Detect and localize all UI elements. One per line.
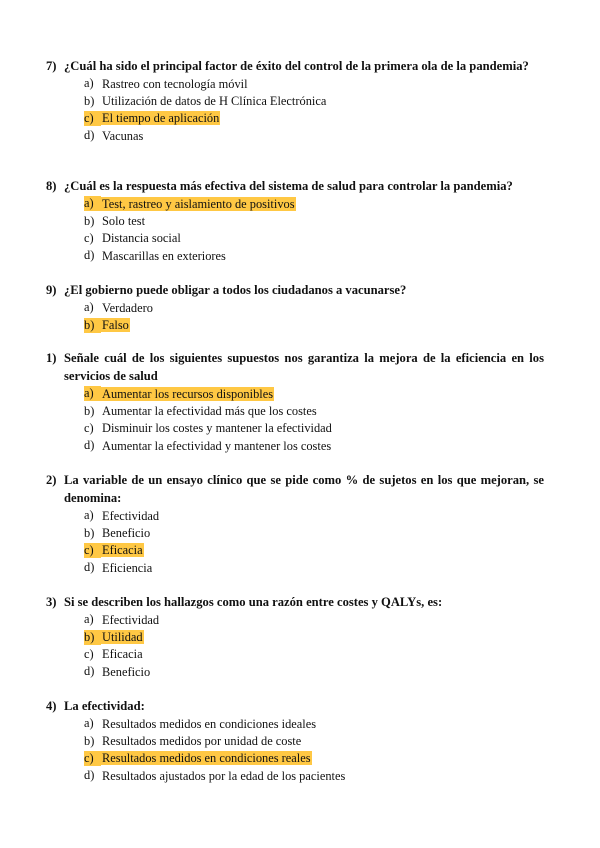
option-letter: d) bbox=[84, 128, 95, 143]
option-d[interactable] bbox=[84, 559, 544, 576]
question-number: 4) bbox=[46, 699, 57, 713]
option-letter: b) bbox=[84, 403, 95, 418]
option-c[interactable] bbox=[84, 420, 544, 437]
question-text: Si se describen los hallazgos como una razón entre costes y QALYs, es: bbox=[64, 595, 443, 609]
option-text: Aumentar los recursos disponibles bbox=[102, 386, 274, 401]
question-header bbox=[46, 57, 544, 75]
option-a[interactable] bbox=[84, 195, 544, 212]
question-header bbox=[46, 471, 544, 507]
question-header bbox=[46, 177, 544, 195]
option-text: Mascarillas en exteriores bbox=[102, 248, 226, 263]
option-letter: c) bbox=[84, 420, 94, 435]
option-letter: a) bbox=[84, 612, 94, 627]
option-text: Aumentar la efectividad más que los costes bbox=[102, 404, 317, 419]
question-header bbox=[46, 349, 544, 385]
option-d[interactable] bbox=[84, 247, 544, 264]
question-1 bbox=[46, 349, 544, 455]
option-text: Solo test bbox=[102, 214, 146, 229]
option-letter: b) bbox=[84, 93, 95, 108]
options-list bbox=[46, 507, 544, 577]
option-letter: d) bbox=[84, 560, 95, 575]
option-b[interactable] bbox=[84, 92, 544, 109]
option-letter: a) bbox=[84, 196, 101, 211]
option-letter: b) bbox=[84, 630, 101, 645]
option-text: Beneficio bbox=[102, 664, 151, 679]
question-3 bbox=[46, 593, 544, 681]
question-number: 1) bbox=[46, 351, 57, 365]
option-letter: d) bbox=[84, 438, 95, 453]
options-list bbox=[46, 299, 544, 334]
question-text: La efectividad: bbox=[64, 699, 145, 713]
option-letter: c) bbox=[84, 230, 94, 245]
option-letter: a) bbox=[84, 716, 94, 731]
question-header bbox=[46, 697, 544, 715]
option-text: Eficacia bbox=[102, 543, 143, 558]
option-letter: b) bbox=[84, 733, 95, 748]
option-letter: a) bbox=[84, 508, 94, 523]
option-text: Resultados medidos en condiciones reales bbox=[102, 751, 311, 766]
option-text: Utilidad bbox=[102, 630, 143, 645]
option-text: Vacunas bbox=[102, 128, 144, 143]
option-c[interactable] bbox=[84, 646, 544, 663]
question-4 bbox=[46, 697, 544, 785]
option-text: Resultados medidos en condiciones ideales bbox=[102, 716, 317, 731]
option-a[interactable] bbox=[84, 715, 544, 732]
question-7 bbox=[46, 57, 544, 145]
option-text: Beneficio bbox=[102, 526, 151, 541]
question-header bbox=[46, 593, 544, 611]
option-letter: a) bbox=[84, 76, 94, 91]
option-b[interactable] bbox=[84, 212, 544, 229]
options-list bbox=[46, 715, 544, 785]
option-d[interactable] bbox=[84, 437, 544, 454]
question-text: Señale cuál de los siguientes supuestos nos garantiza la mejora de la eficiencia en los servicios de salud bbox=[64, 351, 544, 383]
option-text: Efectividad bbox=[102, 612, 160, 627]
question-number: 9) bbox=[46, 283, 57, 297]
options-list bbox=[46, 75, 544, 145]
question-number: 3) bbox=[46, 595, 57, 609]
option-text: Aumentar la efectividad y mantener los costes bbox=[102, 438, 332, 453]
option-text: El tiempo de aplicación bbox=[102, 111, 220, 126]
question-header bbox=[46, 281, 544, 299]
option-letter: d) bbox=[84, 768, 95, 783]
option-text: Test, rastreo y aislamiento de positivos bbox=[102, 196, 295, 211]
option-a[interactable] bbox=[84, 507, 544, 524]
option-letter: c) bbox=[84, 111, 101, 126]
option-text: Utilización de datos de H Clínica Electrónica bbox=[102, 94, 327, 109]
option-b[interactable] bbox=[84, 628, 544, 645]
option-b[interactable] bbox=[84, 732, 544, 749]
option-text: Distancia social bbox=[102, 231, 181, 246]
option-b[interactable] bbox=[84, 524, 544, 541]
option-letter: d) bbox=[84, 664, 95, 679]
option-text: Resultados ajustados por la edad de los pacientes bbox=[102, 768, 346, 783]
option-b[interactable] bbox=[84, 402, 544, 419]
option-letter: c) bbox=[84, 646, 94, 661]
question-text: ¿Cuál ha sido el principal factor de éxito del control de la primera ola de la pandemia? bbox=[64, 59, 529, 73]
option-letter: c) bbox=[84, 751, 101, 766]
option-text: Eficacia bbox=[102, 647, 143, 662]
question-text: La variable de un ensayo clínico que se pide como % de sujetos en los que mejoran, se denomina: bbox=[64, 473, 544, 505]
option-b[interactable] bbox=[84, 316, 544, 333]
option-d[interactable] bbox=[84, 663, 544, 680]
option-text: Rastreo con tecnología móvil bbox=[102, 76, 248, 91]
question-number: 7) bbox=[46, 59, 57, 73]
option-text: Resultados medidos por unidad de coste bbox=[102, 734, 302, 749]
question-2 bbox=[46, 471, 544, 577]
option-c[interactable] bbox=[84, 542, 544, 559]
question-text: ¿Cuál es la respuesta más efectiva del sistema de salud para controlar la pandemia? bbox=[64, 179, 513, 193]
question-8 bbox=[46, 177, 544, 265]
option-a[interactable] bbox=[84, 385, 544, 402]
option-text: Verdadero bbox=[102, 300, 153, 315]
option-a[interactable] bbox=[84, 611, 544, 628]
question-9 bbox=[46, 281, 544, 334]
option-letter: d) bbox=[84, 248, 95, 263]
option-a[interactable] bbox=[84, 299, 544, 316]
option-c[interactable] bbox=[84, 750, 544, 767]
option-a[interactable] bbox=[84, 75, 544, 92]
options-list bbox=[46, 385, 544, 455]
option-d[interactable] bbox=[84, 127, 544, 144]
question-text: ¿El gobierno puede obligar a todos los ciudadanos a vacunarse? bbox=[64, 283, 407, 297]
option-text: Eficiencia bbox=[102, 560, 153, 575]
options-list bbox=[46, 611, 544, 681]
option-text: Falso bbox=[102, 318, 129, 333]
option-d[interactable] bbox=[84, 767, 544, 784]
option-c[interactable] bbox=[84, 230, 544, 247]
option-letter: b) bbox=[84, 318, 101, 333]
option-letter: a) bbox=[84, 386, 101, 401]
question-number: 8) bbox=[46, 179, 57, 193]
option-letter: c) bbox=[84, 543, 101, 558]
option-text: Efectividad bbox=[102, 508, 160, 523]
option-c[interactable] bbox=[84, 110, 544, 127]
option-text: Disminuir los costes y mantener la efectividad bbox=[102, 421, 332, 436]
options-list bbox=[46, 195, 544, 265]
question-number: 2) bbox=[46, 473, 57, 487]
option-letter: b) bbox=[84, 213, 95, 228]
option-letter: b) bbox=[84, 525, 95, 540]
option-letter: a) bbox=[84, 300, 94, 315]
